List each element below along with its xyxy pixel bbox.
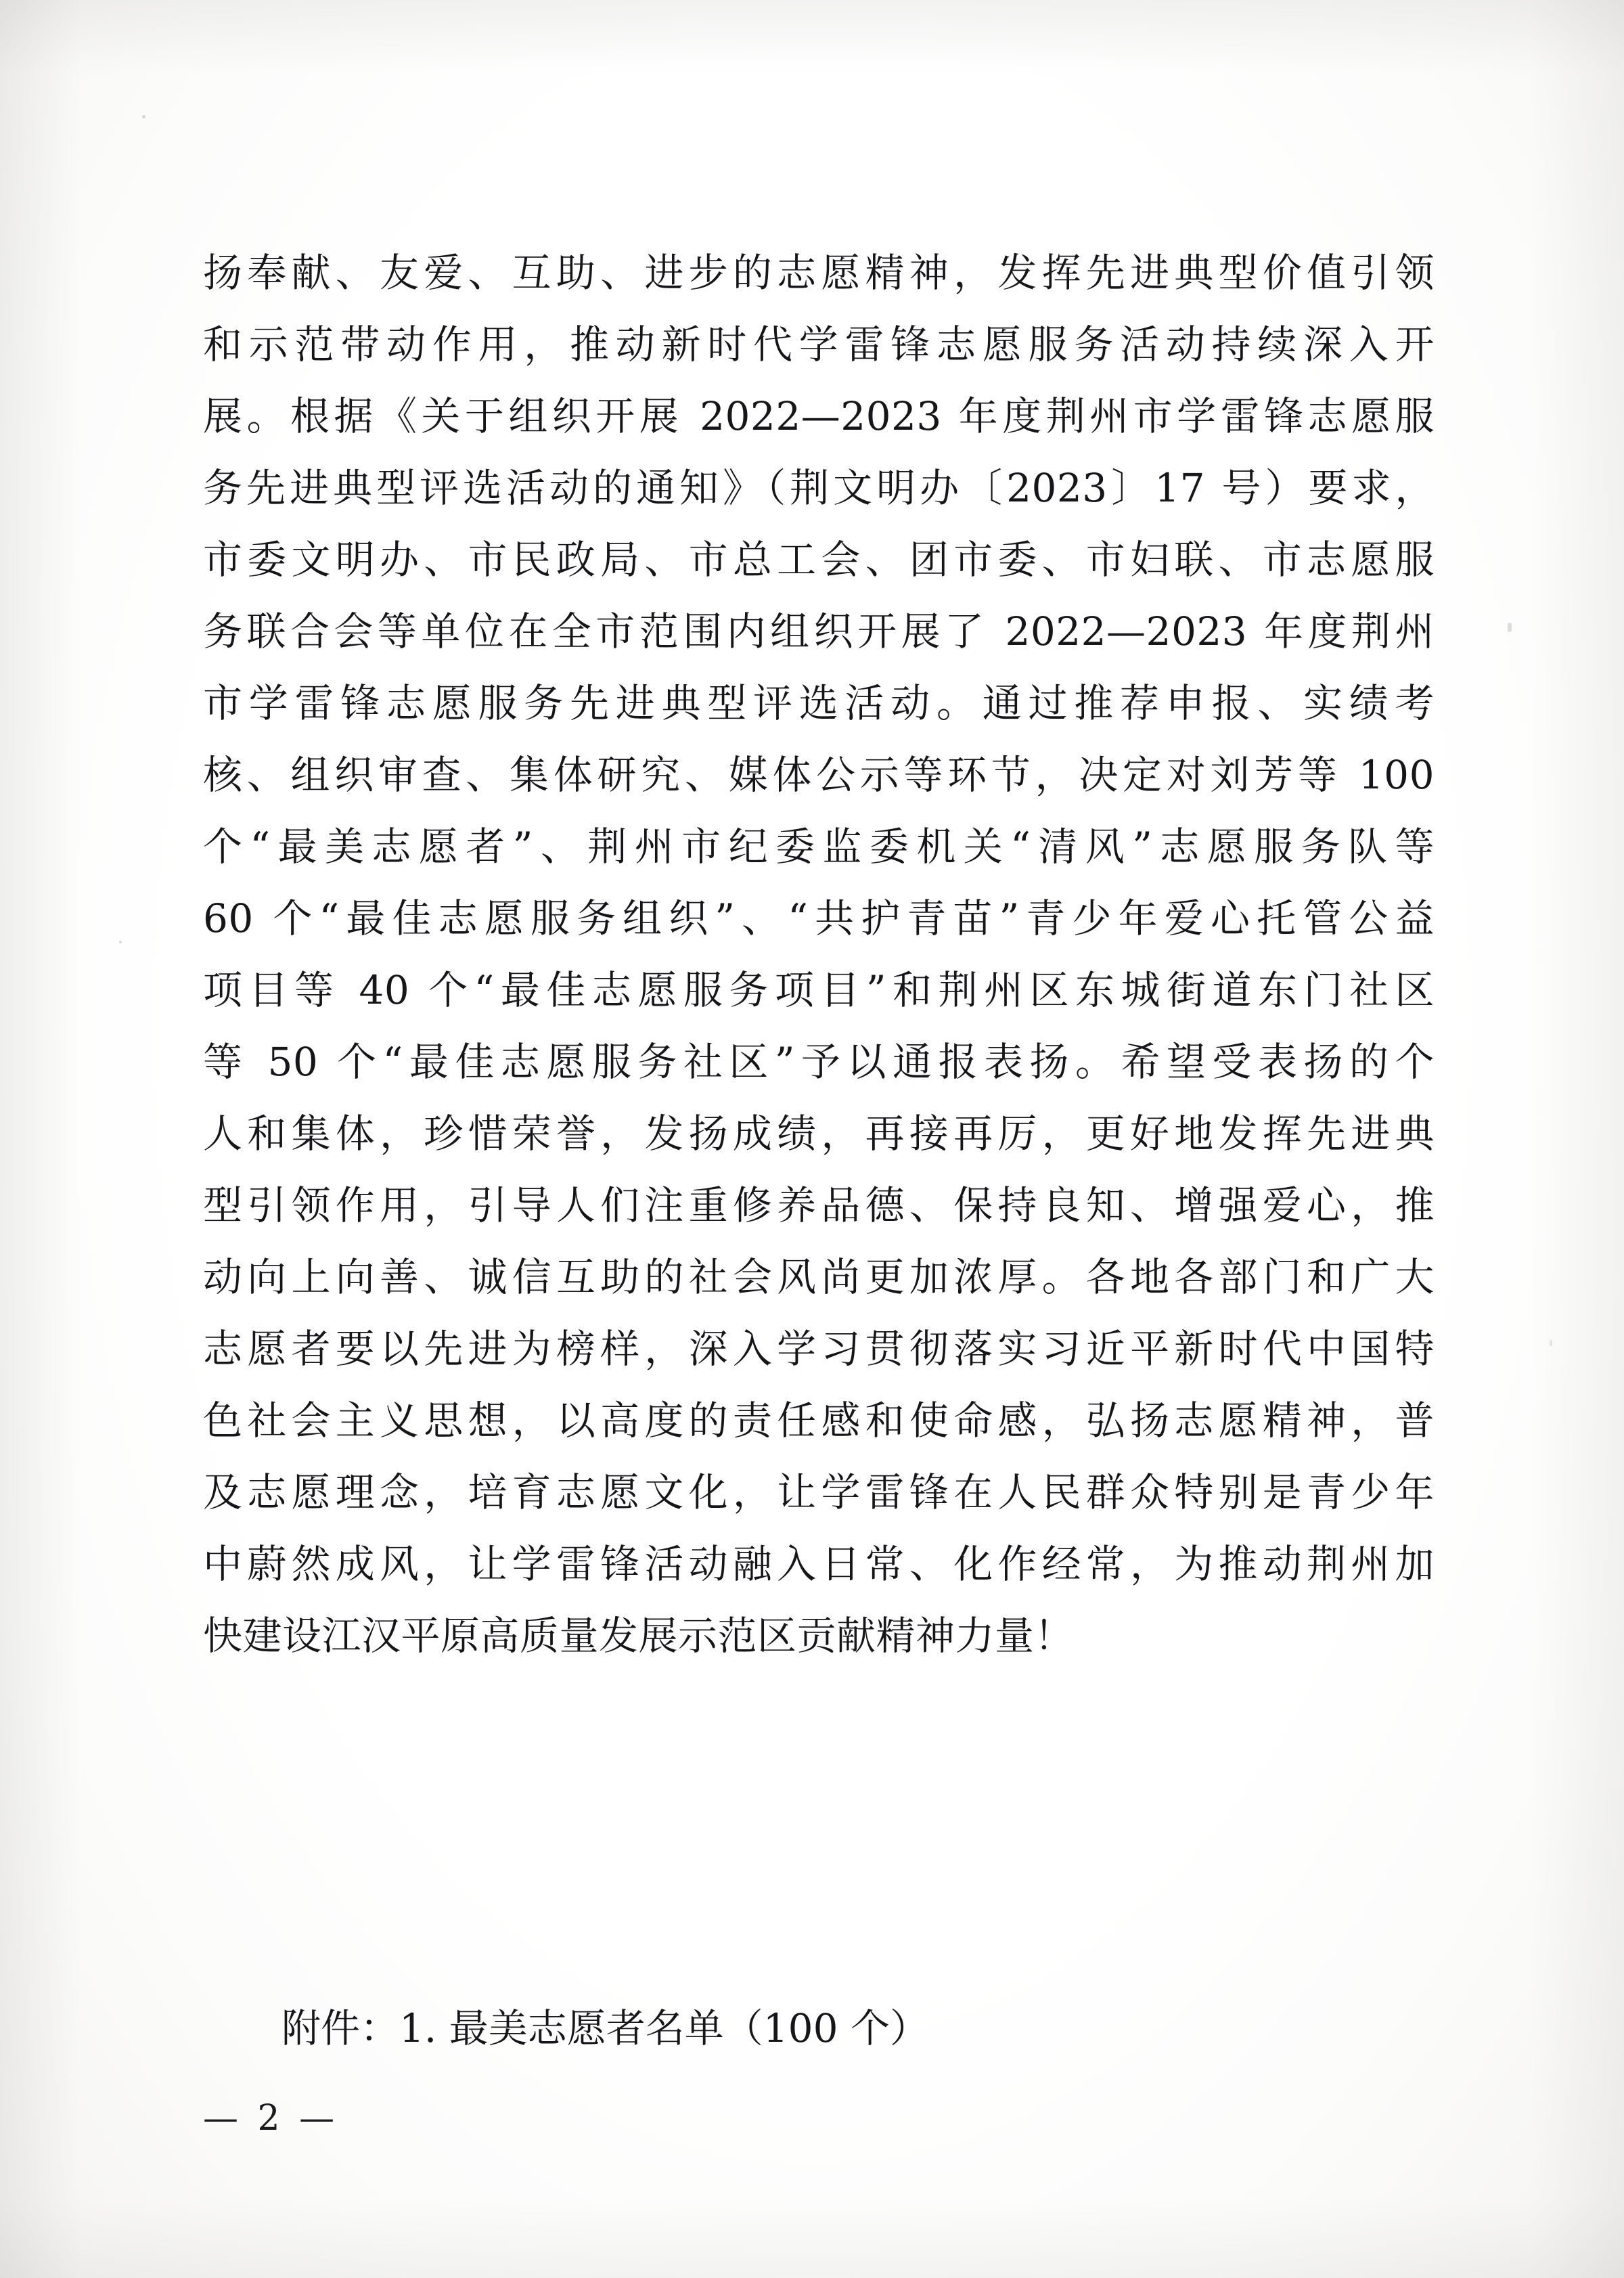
page-number: — 2 — xyxy=(203,2098,339,2139)
body-line: 项目等 40 个“最佳志愿服务项目”和荆州区东城街道东门社区 xyxy=(203,967,1435,1013)
body-line: 展。根据《关于组织开展 2022—2023 年度荆州市学雷锋志愿服 xyxy=(203,393,1435,439)
scan-speck xyxy=(142,115,145,118)
scan-shadow-right xyxy=(1529,0,1624,2278)
scan-shadow-left xyxy=(0,0,81,2278)
body-line: 色社会主义思想，以高度的责任感和使命感，弘扬志愿精神，普 xyxy=(203,1398,1435,1444)
body-line: 动向上向善、诚信互助的社会风尚更加浓厚。各地各部门和广大 xyxy=(203,1254,1435,1300)
document-body xyxy=(203,237,1435,1672)
attachment-line: 附件：1. 最美志愿者名单（100 个） xyxy=(281,2005,929,2051)
scan-speck xyxy=(1550,1340,1552,1346)
body-paragraph xyxy=(203,237,1435,1672)
body-line: 扬奉献、友爱、互助、进步的志愿精神，发挥先进典型价值引领 xyxy=(203,250,1435,296)
scan-speck xyxy=(119,941,122,943)
body-line: 快建设江汉平原高质量发展示范区贡献精神力量！ xyxy=(203,1613,1075,1659)
body-line: 型引领作用，引导人们注重修养品德、保持良知、增强爱心，推 xyxy=(203,1182,1435,1228)
body-line: 等 50 个“最佳志愿服务社区”予以通报表扬。希望受表扬的个 xyxy=(203,1039,1435,1085)
body-line: 务联合会等单位在全市范围内组织开展了 2022—2023 年度荆州 xyxy=(203,608,1435,654)
scan-shadow-bottom xyxy=(0,2197,1624,2278)
body-line: 核、组织审查、集体研究、媒体公示等环节，决定对刘芳等 100 xyxy=(203,752,1435,798)
body-line: 60 个“最佳志愿服务组织”、“共护青苗”青少年爱心托管公益 xyxy=(203,895,1435,941)
body-line: 和示范带动作用，推动新时代学雷锋志愿服务活动持续深入开 xyxy=(203,321,1435,367)
body-line: 中蔚然成风，让学雷锋活动融入日常、化作经常，为推动荆州加 xyxy=(203,1541,1435,1587)
body-line: 个“最美志愿者”、荆州市纪委监委机关“清风”志愿服务队等 xyxy=(203,824,1435,870)
body-line: 志愿者要以先进为榜样，深入学习贯彻落实习近平新时代中国特 xyxy=(203,1326,1435,1372)
body-line: 人和集体，珍惜荣誉，发扬成绩，再接再厉，更好地发挥先进典 xyxy=(203,1111,1435,1157)
scan-shadow-top xyxy=(0,0,1624,74)
body-line: 市学雷锋志愿服务先进典型评选活动。通过推荐申报、实绩考 xyxy=(203,680,1435,726)
scan-speck xyxy=(1508,623,1512,632)
attachment-section xyxy=(203,1993,1435,2063)
body-line: 及志愿理念，培育志愿文化，让学雷锋在人民群众特别是青少年 xyxy=(203,1469,1435,1515)
body-line: 市委文明办、市民政局、市总工会、团市委、市妇联、市志愿服 xyxy=(203,537,1435,583)
body-line: 务先进典型评选活动的通知》（荆文明办〔2023〕17 号）要求， xyxy=(203,465,1435,511)
